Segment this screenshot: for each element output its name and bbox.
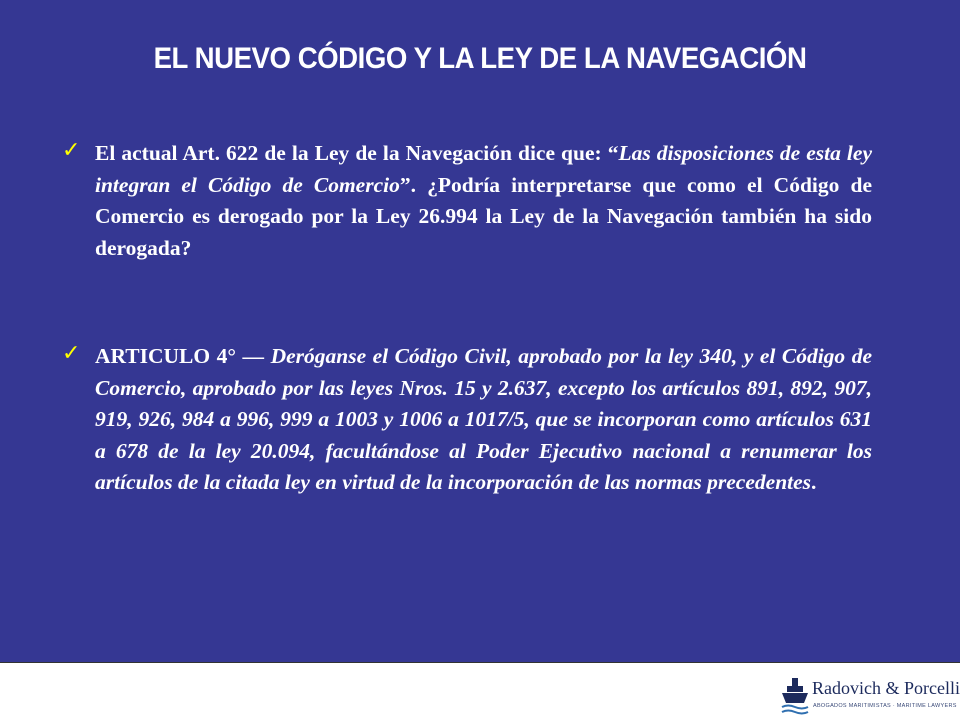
- footer-divider: [0, 662, 960, 663]
- bullet-text: ARTICULO 4° — Deróganse el Código Civil, aprobado por la ley 340, y el Código de Comercio, aprobado por las leyes Nros. 15 y 2.637, excepto los artículos 891, 892, 907, 919, 926, 984 a 996, 999 a 1003 y 1006 a 1017/5, que se incorporan como artículos 631 a 678 de la ley 20.094, facultándose al Poder Ejecutivo nacional a renumerar los artículos de la citada ley en virtud de la incorporación de las normas precedentes.: [95, 344, 872, 494]
- ship-icon: [780, 676, 810, 716]
- bullet-item: [62, 138, 872, 264]
- check-icon: ✓: [62, 341, 81, 366]
- bullet-item: [62, 341, 872, 499]
- logo-tagline: ABOGADOS MARITIMISTAS · MARITIME LAWYERS: [813, 703, 957, 709]
- check-icon: ✓: [62, 138, 81, 163]
- bullet-text: El actual Art. 622 de la Ley de la Navegación dice que: “Las disposiciones de esta ley integran el Código de Comercio”. ¿Podría interpretarse que como el Código de Comercio es derogado por la Ley 26.994 la Ley de la Navegación también ha sido derogada?: [95, 141, 872, 260]
- logo-name: Radovich & Porcelli: [812, 678, 960, 698]
- slide-title: EL NUEVO CÓDIGO Y LA LEY DE LA NAVEGACIÓN: [153, 42, 807, 75]
- company-logo: [780, 676, 960, 716]
